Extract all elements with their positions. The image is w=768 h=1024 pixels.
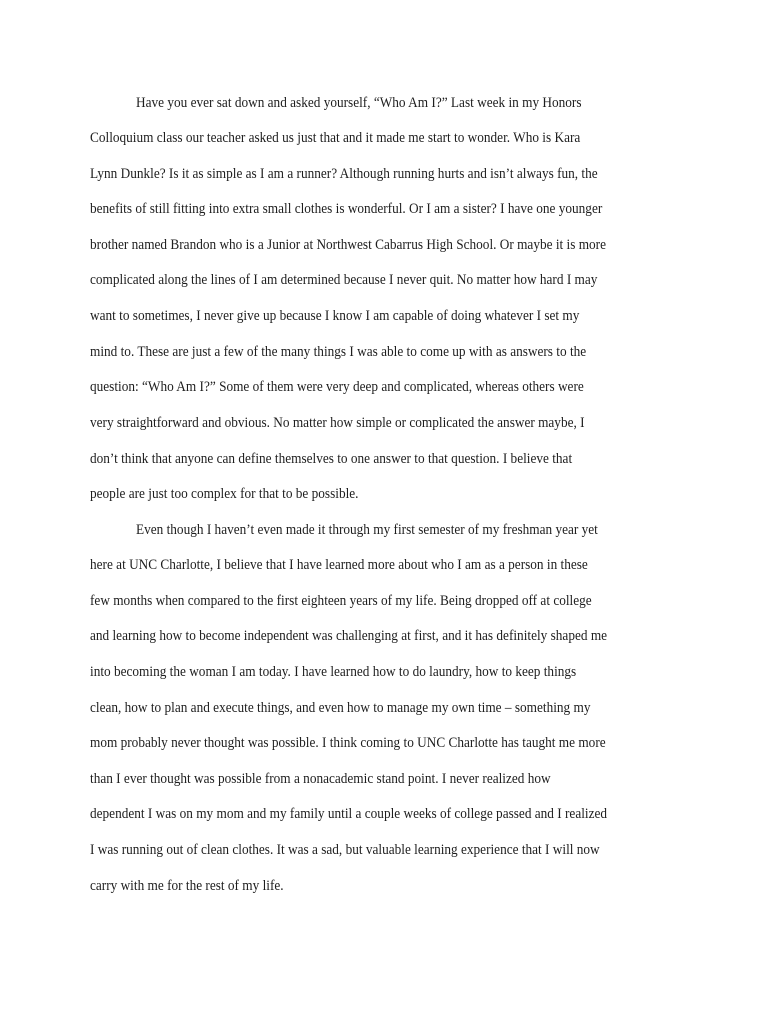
paragraph-line: question: “Who Am I?” Some of them were very deep and complicated, whereas others were bbox=[90, 379, 584, 395]
paragraph-line: Even though I haven’t even made it through my first semester of my freshman year yet bbox=[136, 522, 598, 538]
paragraph-line: dependent I was on my mom and my family until a couple weeks of college passed and I realized bbox=[90, 806, 608, 822]
paragraph-line: here at UNC Charlotte, I believe that I have learned more about who I am as a person in these bbox=[90, 557, 588, 573]
paragraph-line: brother named Brandon who is a Junior at Northwest Cabarrus High School. Or maybe it is more bbox=[90, 237, 606, 253]
paragraph-line: Colloquium class our teacher asked us just that and it made me start to wonder. Who is Kara bbox=[90, 130, 581, 146]
paragraph-line: few months when compared to the first eighteen years of my life. Being dropped off at college bbox=[90, 593, 592, 609]
paragraph-line: I was running out of clean clothes. It was a sad, but valuable learning experience that I will now bbox=[90, 842, 600, 858]
paragraph-line: than I ever thought was possible from a nonacademic stand point. I never realized how bbox=[90, 771, 551, 787]
paragraph-line: Have you ever sat down and asked yourself, “Who Am I?” Last week in my Honors bbox=[136, 95, 582, 111]
paragraph-line: benefits of still fitting into extra small clothes is wonderful. Or I am a sister? I have one younger bbox=[90, 201, 603, 217]
paragraph-line: very straightforward and obvious. No matter how simple or complicated the answer maybe, I bbox=[90, 415, 585, 431]
paragraph-line: carry with me for the rest of my life. bbox=[90, 878, 284, 894]
paragraph-line: don’t think that anyone can define themselves to one answer to that question. I believe that bbox=[90, 451, 573, 467]
paragraph-line: and learning how to become independent was challenging at first, and it has definitely shaped me bbox=[90, 628, 608, 644]
paragraph-line: Lynn Dunkle? Is it as simple as I am a runner? Although running hurts and isn’t always fun, the bbox=[90, 166, 598, 182]
paragraph-line: clean, how to plan and execute things, and even how to manage my own time – something my bbox=[90, 700, 591, 716]
paragraph-line: complicated along the lines of I am determined because I never quit. No matter how hard I may bbox=[90, 272, 598, 288]
paragraph-line: want to sometimes, I never give up because I know I am capable of doing whatever I set my bbox=[90, 308, 580, 324]
paragraph-line: mind to. These are just a few of the many things I was able to come up with as answers to the bbox=[90, 344, 587, 360]
paragraph-line: into becoming the woman I am today. I have learned how to do laundry, how to keep things bbox=[90, 664, 577, 680]
paragraph-line: people are just too complex for that to be possible. bbox=[90, 486, 359, 502]
paragraph-line: mom probably never thought was possible. I think coming to UNC Charlotte has taught me more bbox=[90, 735, 606, 751]
